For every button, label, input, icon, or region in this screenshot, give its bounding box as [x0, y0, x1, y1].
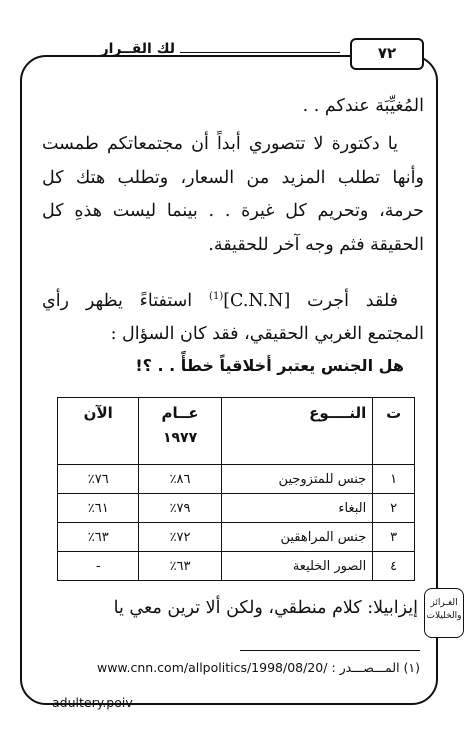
row-type: الصور الخليعة: [221, 552, 373, 581]
row-year: ٦٣٪: [139, 552, 221, 581]
page-number: ٧٢: [350, 38, 424, 70]
book-title: لك القــرار: [100, 41, 175, 57]
row-now: ٦١٪: [58, 494, 139, 523]
poll-question: هل الجنس يعتبر أخلاقياً خطأً . . ؟!: [135, 356, 404, 375]
row-type: جنس المراهقين: [221, 523, 373, 552]
row-num: ٣: [373, 523, 415, 552]
row-type: جنس للمتزوجين: [221, 465, 373, 494]
footnote-rule: [240, 650, 420, 651]
row-num: ٤: [373, 552, 415, 581]
paragraph-1: المُغيِّبَة عندكم . .: [302, 96, 424, 116]
table-row: [58, 552, 415, 581]
closing-line: إيزابيلا: كلام منطقي، ولكن ألا ترين معي يا: [113, 598, 418, 618]
row-now: ٦٣٪: [58, 523, 139, 552]
row-year: ٧٢٪: [139, 523, 221, 552]
table-row: [58, 523, 415, 552]
poll-text-before: فلقد أجرت: [290, 290, 398, 311]
row-now: -: [58, 552, 139, 581]
row-type: البغاء: [221, 494, 373, 523]
running-header: [0, 38, 467, 68]
footnote-label: (١) المـــصـــدر :: [331, 660, 420, 675]
header-year-value: ١٩٧٧: [162, 430, 198, 446]
paragraph-2: يا دكتورة لا تتصوري أبداً أن مجتمعاتكم طمست وأنها تطلب المزيد من السعار، وتطلب هتك كل حرمة، وتحريم كل غيرة . . بينما ليست هذهِ كل الحقيقة فثم وجه آخر للحقيقة.: [42, 134, 424, 255]
section-side-tab[interactable]: الغـرائز والخليلات: [424, 588, 464, 638]
cnn-label: [C.N.N]: [223, 290, 291, 311]
header-type: النــــوع: [221, 398, 373, 465]
row-num: ٢: [373, 494, 415, 523]
footnote-ref[interactable]: (1): [209, 291, 224, 302]
table-row: [58, 494, 415, 523]
row-year: ٨٦٪: [139, 465, 221, 494]
poll-text-after: استفتاءً يظهر رأي المجتمع الغربي الحقيقي، فقد كان السؤال :: [42, 290, 424, 345]
poll-table: [57, 397, 415, 581]
header-year: [139, 398, 221, 465]
footnote-url-part1[interactable]: www.cnn.com/allpolitics/1998/08/20/: [96, 660, 328, 675]
header-now: الآن: [58, 398, 139, 465]
row-year: ٧٩٪: [139, 494, 221, 523]
footnote-url-part2[interactable]: adultery.poiv: [52, 695, 133, 710]
header-rule: [180, 52, 340, 53]
row-num: ١: [373, 465, 415, 494]
table-header-row: [58, 398, 415, 465]
header-num: ت: [373, 398, 415, 465]
header-year-label: عــام: [161, 404, 199, 422]
footnote: [52, 660, 420, 675]
table-row: [58, 465, 415, 494]
row-now: ٧٦٪: [58, 465, 139, 494]
paragraph-poll: [42, 280, 424, 352]
